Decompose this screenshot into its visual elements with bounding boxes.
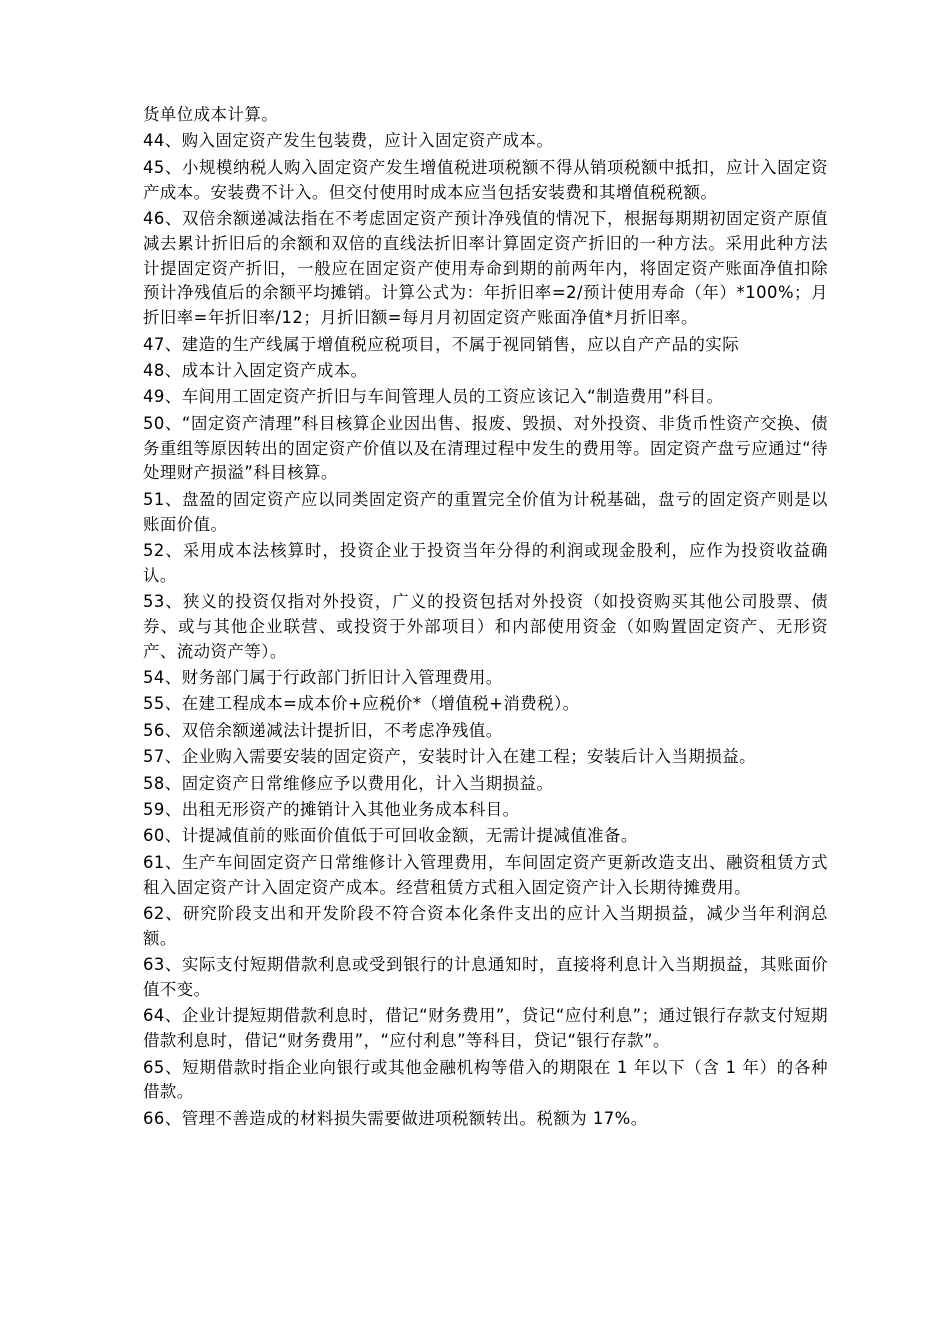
paragraph: 50、“固定资产清理”科目核算企业因出售、报废、毁损、对外投资、非货币性资产交换、债务重组等原因转出的固定资产价值以及在清理过程中发生的费用等。固定资产盘亏应通过“待处理财产损溢”科目核算。 bbox=[143, 413, 828, 483]
paragraph: 58、固定资产日常维修应予以费用化，计入当期损益。 bbox=[143, 773, 554, 793]
paragraph: 49、车间用工固定资产折旧与车间管理人员的工资应该记入“制造费用”科目。 bbox=[143, 387, 724, 407]
paragraph: 44、购入固定资产发生包装费，应计入固定资产成本。 bbox=[143, 131, 554, 151]
paragraph: 57、企业购入需要安装的固定资产，安装时计入在建工程；安装后计入当期损益。 bbox=[143, 747, 757, 767]
paragraph: 54、财务部门属于行政部门折旧计入管理费用。 bbox=[143, 668, 503, 688]
paragraph: 货单位成本计算。 bbox=[143, 105, 279, 124]
paragraph: 63、实际支付短期借款利息或受到银行的计息通知时，直接将利息计入当期损益，其账面价值不变。 bbox=[143, 955, 828, 999]
paragraph: 48、成本计入固定资产成本。 bbox=[143, 360, 368, 380]
paragraph: 60、计提减值前的账面价值低于可回收金额，无需计提减值准备。 bbox=[143, 826, 638, 846]
paragraph: 62、研究阶段支出和开发阶段不符合资本化条件支出的应计入当期损益，减少当年利润总额。 bbox=[143, 903, 828, 948]
paragraph: 56、双倍余额递减法计提折旧，不考虑净残值。 bbox=[143, 720, 503, 740]
document-body bbox=[143, 103, 828, 1133]
paragraph: 61、生产车间固定资产日常维修计入管理费用，车间固定资产更新改造支出、融资租赁方式租入固定资产计入固定资产成本。经营租赁方式租入固定资产计入长期待摊费用。 bbox=[143, 852, 828, 897]
paragraph: 47、建造的生产线属于增值税应税项目，不属于视同销售，应以自产产品的实际 bbox=[143, 334, 740, 354]
paragraph: 51、盘盈的固定资产应以同类固定资产的重置完全价值为计税基础，盘亏的固定资产则是以账面价值。 bbox=[143, 489, 828, 534]
paragraph: 45、小规模纳税人购入固定资产发生增值税进项税额不得从销项税额中抵扣，应计入固定资产成本。安装费不计入。但交付使用时成本应当包括安装费和其增值税税额。 bbox=[143, 157, 828, 202]
paragraph: 55、在建工程成本=成本价+应税价*（增值税+消费税）。 bbox=[143, 694, 580, 714]
paragraph: 59、出租无形资产的摊销计入其他业务成本科目。 bbox=[143, 800, 520, 820]
paragraph: 52、采用成本法核算时，投资企业于投资当年分得的利润或现金股利，应作为投资收益确认。 bbox=[143, 540, 828, 585]
paragraph: 46、双倍余额递减法指在不考虑固定资产预计净残值的情况下，根据每期期初固定资产原值减去累计折旧后的余额和双倍的直线法折旧率计算固定资产折旧的一种方法。采用此种方法计提固定资产折旧，一般应在固定资产使用寿命到期的前两年内，将固定资产账面净值扣除预计净残值后的余额平均摊销。计算公式为：年折旧率=2/预计使用寿命（年）*100%；月折旧率=年折旧率/12；月折旧额=每月月初固定资产账面净值*月折旧率。 bbox=[143, 208, 828, 328]
paragraph: 64、企业计提短期借款利息时，借记“财务费用”，贷记“应付利息”；通过银行存款支付短期借款利息时，借记“财务费用”，“应付利息”等科目，贷记“银行存款”。 bbox=[143, 1006, 828, 1051]
paragraph: 53、狭义的投资仅指对外投资，广义的投资包括对外投资（如投资购买其他公司股票、债券、或与其他企业联营、或投资于外部项目）和内部使用资金（如购置固定资产、无形资产、流动资产等）。 bbox=[143, 592, 828, 661]
paragraph: 65、短期借款时指企业向银行或其他金融机构等借入的期限在 1 年以下（含 1 年）的各种借款。 bbox=[143, 1057, 828, 1102]
paragraph: 66、管理不善造成的材料损失需要做进项税额转出。税额为 17%。 bbox=[143, 1108, 648, 1128]
